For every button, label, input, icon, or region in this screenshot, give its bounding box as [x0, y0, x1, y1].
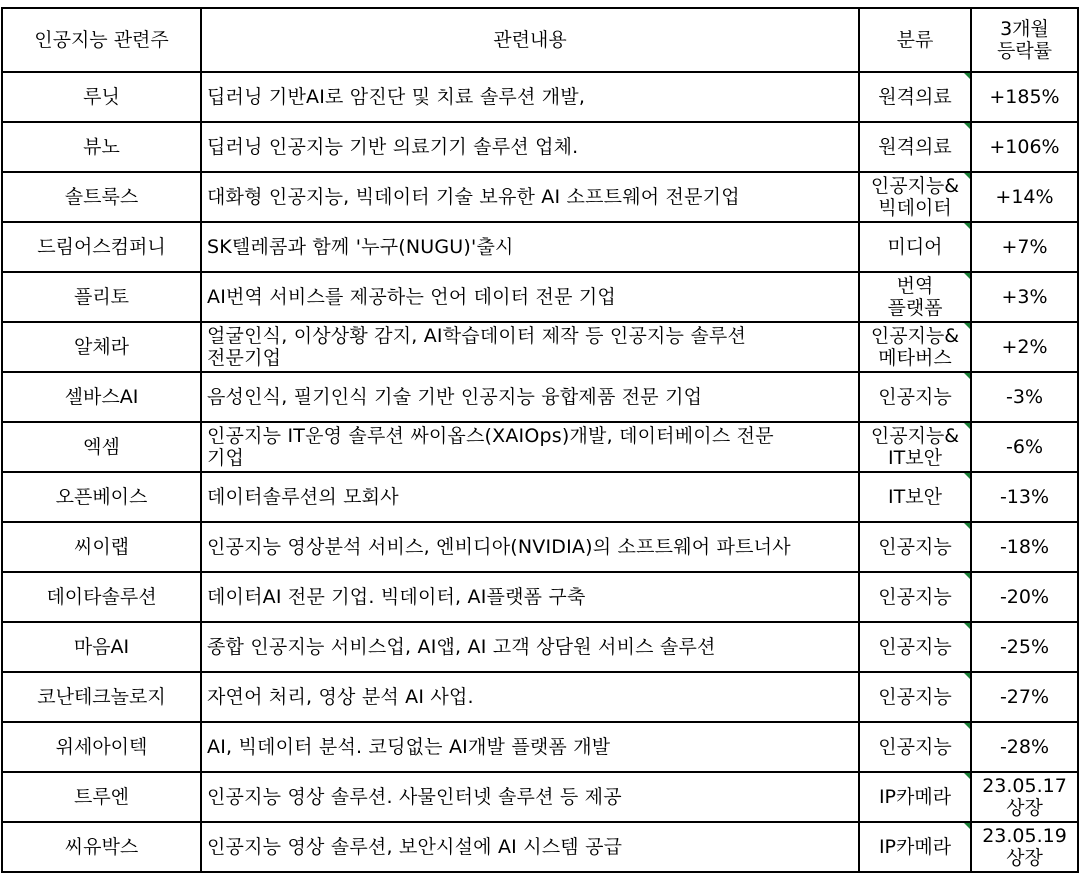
stock-name: 트루엔	[2, 772, 201, 822]
table-row	[2, 172, 1078, 222]
stock-category-line2: 플랫폼	[887, 297, 943, 319]
stock-change	[971, 822, 1078, 872]
stock-category-line2: 메타버스	[878, 347, 952, 369]
stock-change: -18%	[971, 522, 1078, 572]
stock-detail: 데이터AI 전문 기업. 빅데이터, AI플랫폼 구축	[201, 572, 859, 622]
table-row	[2, 522, 1078, 572]
stock-category: 인공지능	[859, 622, 971, 672]
header-change	[971, 8, 1078, 72]
stock-change: +14%	[971, 172, 1078, 222]
stock-change: -27%	[971, 672, 1078, 722]
table-row	[2, 822, 1078, 872]
stock-detail: 자연어 처리, 영상 분석 AI 사업.	[201, 672, 859, 722]
stock-category	[859, 322, 971, 372]
table-row	[2, 122, 1078, 172]
stock-category: 인공지능	[859, 522, 971, 572]
header-detail: 관련내용	[201, 8, 859, 72]
stock-detail-line1: 인공지능 IT운영 솔루션 싸이옵스(XAIOps)개발, 데이터베이스 전문	[207, 425, 774, 447]
stock-detail: 음성인식, 필기인식 기술 기반 인공지능 융합제품 전문 기업	[201, 372, 859, 422]
stock-category-line1: 번역	[896, 275, 934, 297]
stock-change: -13%	[971, 472, 1078, 522]
stock-name: 위세아이텍	[2, 722, 201, 772]
header-category: 분류	[859, 8, 971, 72]
stock-detail: 인공지능 영상 솔루션. 사물인터넷 솔루션 등 제공	[201, 772, 859, 822]
stock-detail: 대화형 인공지능, 빅데이터 기술 보유한 AI 소프트웨어 전문기업	[201, 172, 859, 222]
stock-change-line1: 23.05.19	[982, 825, 1067, 847]
stock-category-line2: 빅데이터	[878, 197, 952, 219]
stock-detail: SK텔레콤과 함께 '누구(NUGU)'출시	[201, 222, 859, 272]
header-row	[2, 8, 1078, 72]
stock-change: +2%	[971, 322, 1078, 372]
stock-detail-line2: 기업	[207, 447, 245, 469]
stock-category: 원격의료	[859, 122, 971, 172]
stock-change: -3%	[971, 372, 1078, 422]
stock-category: 미디어	[859, 222, 971, 272]
stock-category-line1: 인공지능&	[870, 425, 960, 447]
stock-category	[859, 272, 971, 322]
table-row	[2, 472, 1078, 522]
stock-name: 오픈베이스	[2, 472, 201, 522]
stock-name: 루닛	[2, 72, 201, 122]
stock-change	[971, 772, 1078, 822]
table-row	[2, 372, 1078, 422]
stock-name: 플리토	[2, 272, 201, 322]
stock-name: 뷰노	[2, 122, 201, 172]
stock-category: IT보안	[859, 472, 971, 522]
stock-detail-line2: 전문기업	[207, 347, 282, 369]
table-row	[2, 622, 1078, 672]
header-change-line1: 3개월	[1000, 18, 1049, 40]
table-row	[2, 422, 1078, 472]
stock-change: -28%	[971, 722, 1078, 772]
stock-change: -25%	[971, 622, 1078, 672]
stock-category: 인공지능	[859, 372, 971, 422]
table-row	[2, 322, 1078, 372]
stock-name: 마음AI	[2, 622, 201, 672]
stock-category	[859, 172, 971, 222]
stock-detail: 딥러닝 기반AI로 암진단 및 치료 솔루션 개발,	[201, 72, 859, 122]
header-stock: 인공지능 관련주	[2, 8, 201, 72]
stock-category: 원격의료	[859, 72, 971, 122]
stock-category: IP카메라	[859, 772, 971, 822]
stock-change-line2: 상장	[1006, 797, 1043, 819]
table-row	[2, 272, 1078, 322]
stock-name: 씨유박스	[2, 822, 201, 872]
stock-detail: 인공지능 영상분석 서비스, 엔비디아(NVIDIA)의 소프트웨어 파트너사	[201, 522, 859, 572]
table-row	[2, 72, 1078, 122]
ai-stocks-table	[1, 7, 1079, 873]
table-row	[2, 572, 1078, 622]
stock-detail	[201, 422, 859, 472]
stock-name: 알체라	[2, 322, 201, 372]
stock-change-line1: 23.05.17	[982, 775, 1067, 797]
stock-category-line1: 인공지능&	[870, 325, 960, 347]
stock-name: 엑셈	[2, 422, 201, 472]
stock-name: 솔트룩스	[2, 172, 201, 222]
stock-detail	[201, 322, 859, 372]
stock-change: +106%	[971, 122, 1078, 172]
stock-name: 코난테크놀로지	[2, 672, 201, 722]
stock-name: 씨이랩	[2, 522, 201, 572]
stock-detail-line1: 얼굴인식, 이상상황 감지, AI학습데이터 제작 등 인공지능 솔루션	[207, 325, 747, 347]
stock-detail: 인공지능 영상 솔루션, 보안시설에 AI 시스템 공급	[201, 822, 859, 872]
stock-name: 데이타솔루션	[2, 572, 201, 622]
stock-change: +7%	[971, 222, 1078, 272]
stock-detail: 데이터솔루션의 모회사	[201, 472, 859, 522]
stock-change: -20%	[971, 572, 1078, 622]
stock-category: 인공지능	[859, 672, 971, 722]
stock-category-line2: IT보안	[888, 447, 942, 469]
header-change-line2: 등락률	[996, 40, 1053, 62]
stock-category: 인공지능	[859, 722, 971, 772]
stock-category-line1: 인공지능&	[870, 175, 960, 197]
table-row	[2, 722, 1078, 772]
stock-category	[859, 422, 971, 472]
stock-change-line2: 상장	[1006, 847, 1043, 869]
stock-category: IP카메라	[859, 822, 971, 872]
stock-name: 드림어스컴퍼니	[2, 222, 201, 272]
stock-change: +185%	[971, 72, 1078, 122]
stock-change: +3%	[971, 272, 1078, 322]
stock-name: 셀바스AI	[2, 372, 201, 422]
table-row	[2, 672, 1078, 722]
stock-detail: AI, 빅데이터 분석. 코딩없는 AI개발 플랫폼 개발	[201, 722, 859, 772]
table-row	[2, 772, 1078, 822]
table-row	[2, 222, 1078, 272]
stock-detail: AI번역 서비스를 제공하는 언어 데이터 전문 기업	[201, 272, 859, 322]
stock-detail: 종합 인공지능 서비스업, AI앱, AI 고객 상담원 서비스 솔루션	[201, 622, 859, 672]
stock-change: -6%	[971, 422, 1078, 472]
stock-category: 인공지능	[859, 572, 971, 622]
stock-detail: 딥러닝 인공지능 기반 의료기기 솔루션 업체.	[201, 122, 859, 172]
